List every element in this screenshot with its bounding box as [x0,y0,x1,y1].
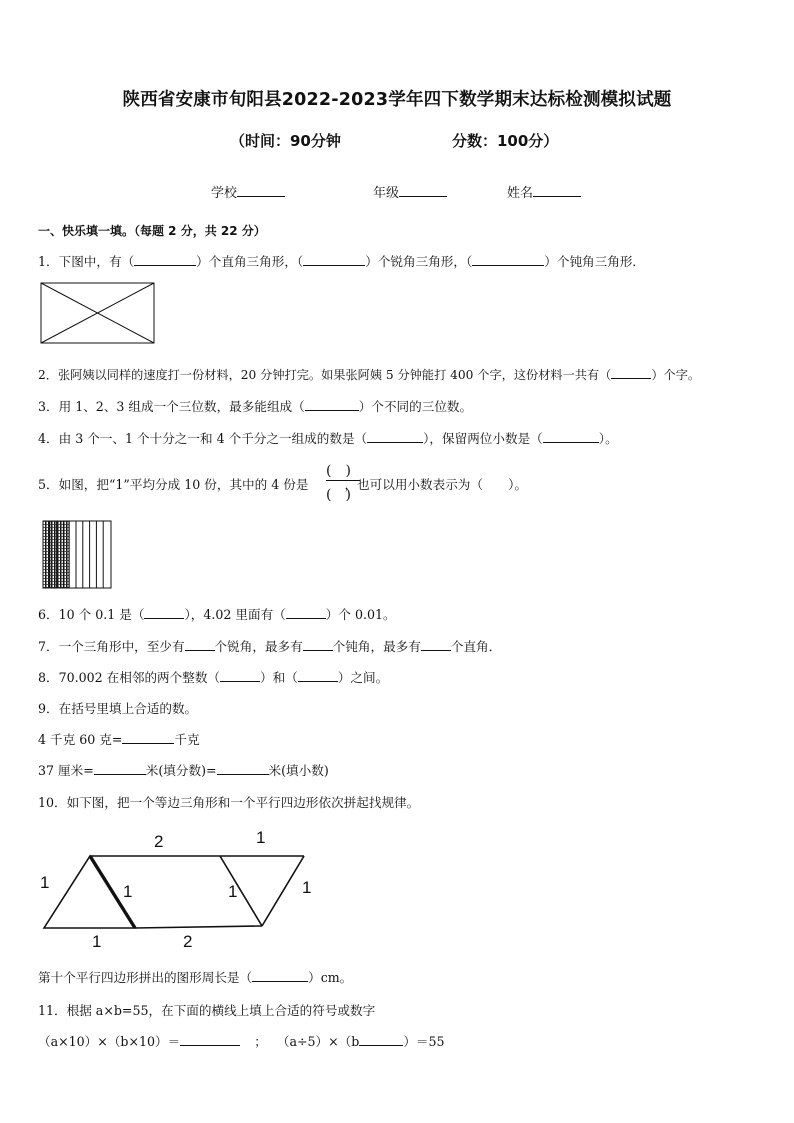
question-4: 4．由 3 个一、1 个十分之一和 4 个千分之一组成的数是（ ），保留两位小数是（ ）。 [38,431,618,446]
figure-label-top-left: 2 [154,832,164,851]
grade-field[interactable] [373,182,447,201]
figure-label-mid-left: 1 [123,882,133,901]
tenths-strip-figure [42,520,114,590]
blank[interactable] [305,397,359,411]
school-field[interactable] [211,182,285,201]
question-1: 1．下图中，有（ ）个直角三角形，（ ）个锐角三角形，（ ）个钝角三角形． [38,254,646,269]
question-2: 2．张阿姨以同样的速度打一份材料，20 分钟打完。如果张阿姨 5 分钟能打 400 个字，这份材料一共有（ ）个字。 [38,365,700,383]
grade-label: 年级 [373,186,400,201]
blank[interactable] [144,605,184,619]
question-11-expr: （a×10）×（b×10）＝ ； （a÷5）×（b ）＝55 [38,1034,445,1049]
blank[interactable] [298,668,338,682]
question-8: 8．70.002 在相邻的两个整数（ ）和（ ）之间。 [38,670,389,685]
figure-label-mid-right: 1 [228,882,238,901]
blank[interactable] [180,1032,240,1046]
blank[interactable] [367,429,423,443]
fraction-denominator[interactable]: ( ) [326,487,351,503]
blank[interactable] [359,1032,403,1046]
figure-label-bottom-left: 1 [92,932,102,951]
question-3: 3．用 1、2、3 组成一个三位数，最多能组成（ ）个不同的三位数。 [38,399,473,414]
question-10: 10．如下图，把一个等边三角形和一个平行四边形依次拼起找规律。 [38,795,420,810]
blank[interactable] [303,637,333,651]
blank[interactable] [217,761,269,775]
blank[interactable] [611,365,651,379]
blank[interactable] [472,252,544,266]
question-9: 9．在括号里填上合适的数。 [38,701,198,716]
name-label: 姓名 [507,186,534,201]
blank[interactable] [185,637,215,651]
question-5: 5．如图，把“1”平均分成 10 份，其中的 4 份是 ，也可以用小数表示为（ ）。 [38,477,528,492]
blank[interactable] [94,761,146,775]
figure-label-top-right: 1 [256,828,266,847]
question-7: 7．一个三角形中，至少有 个锐角，最多有 个钝角，最多有 个直角． [38,639,502,654]
school-label: 学校 [211,186,238,201]
question-9b: 37 厘米= 米(填分数)= 米(填小数) [38,763,329,778]
section-heading: 一、快乐填一填。（每题 2 分，共 22 分） [38,224,266,238]
figure-label-right: 1 [302,878,312,897]
blank[interactable] [220,668,260,682]
question-11: 11．根据 a×b=55，在下面的横线上填上合适的符号或数字 [38,1003,376,1018]
page-title: 陕西省安康市旬阳县2022-2023学年四下数学期末达标检测模拟试题 [122,90,672,110]
triangle-parallelogram-figure [40,850,310,932]
blank[interactable] [421,637,451,651]
name-field[interactable] [507,182,581,201]
blank[interactable] [543,429,599,443]
question-6: 6．10 个 0.1 是（ ），4.02 里面有（ ）个 0.01。 [38,607,396,622]
question-10-answer: 第十个平行四边形拼出的图形周长是（ ）cm。 [38,970,353,985]
figure-label-left: 1 [40,873,50,892]
fraction-numerator[interactable]: ( ) [326,463,351,479]
question-9a: 4 千克 60 克= 千克 [38,732,200,747]
rectangle-diagonals-figure [40,282,156,344]
blank[interactable] [122,730,174,744]
figure-label-bottom-mid: 2 [183,932,193,951]
exam-score: 分数：100分） [452,132,559,150]
blank[interactable] [286,605,326,619]
blank[interactable] [303,252,365,266]
exam-time: （时间：90分钟 [230,132,341,150]
blank[interactable] [134,252,196,266]
blank[interactable] [252,968,308,982]
fraction-bar [326,480,360,481]
